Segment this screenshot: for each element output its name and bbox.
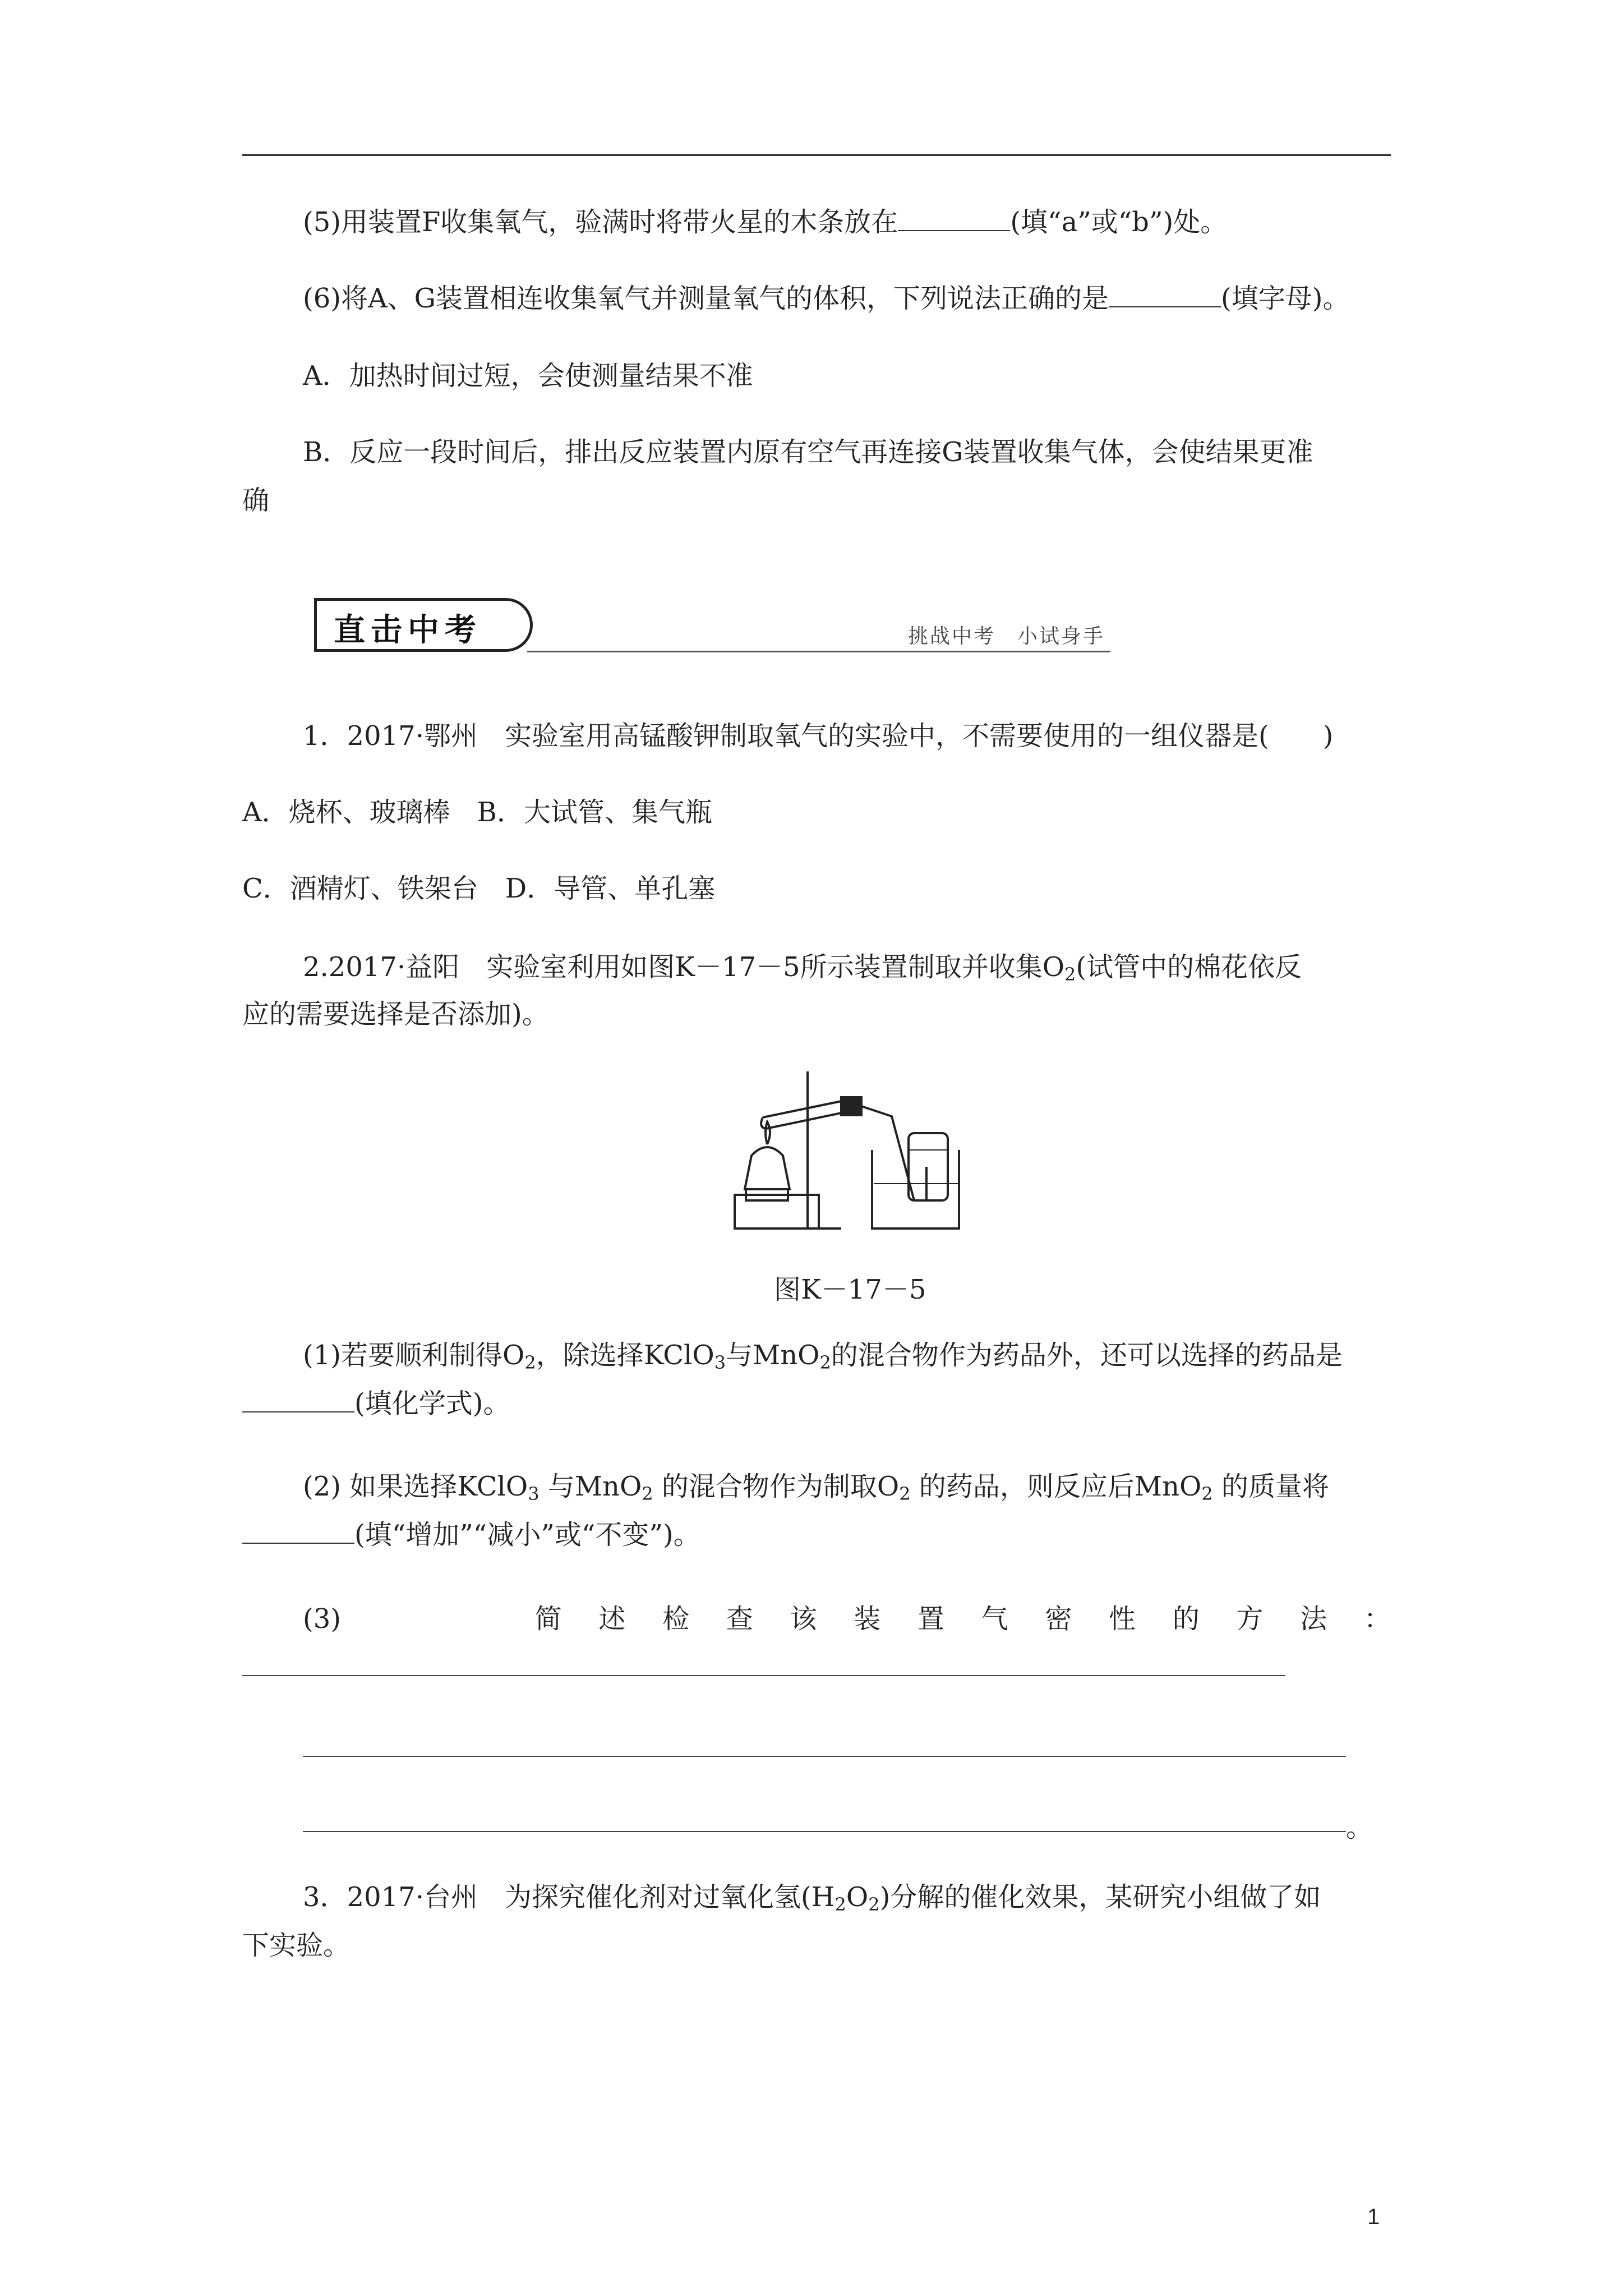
answer-blank[interactable] bbox=[1109, 279, 1221, 307]
flame bbox=[766, 1122, 770, 1144]
q-prev-part5: (5)用装置F收集氧气，验满时将带火星的木条放在 (填“a”或“b”)处。 bbox=[303, 202, 1453, 242]
q2-part2: (2) 如果选择KClO$_3$ 与MnO$_2$ 的混合物作为制取$O_2$ 的药品，则反应后MnO$_2$ 的质量将 bbox=[303, 1471, 1329, 1504]
answer-blank[interactable] bbox=[898, 203, 1010, 231]
option-b: B．反应一段时间后，排出反应装置内原有空气再连接G装置收集气体，会使结果更准 bbox=[303, 436, 1313, 468]
q1-options-ab: A．烧杯、玻璃棒 B．大试管、集气瓶 bbox=[242, 797, 712, 828]
answer-blank[interactable] bbox=[242, 1384, 354, 1412]
answer-blank[interactable] bbox=[242, 1516, 354, 1544]
q2-stem: 2.2017·益阳 实验室利用如图K－17－5所示装置制取并收集$O_2$(试管中的棉花依反 bbox=[303, 951, 1302, 985]
banner-title-box bbox=[314, 598, 533, 652]
end-period: 。 bbox=[1346, 1812, 1373, 1843]
figure-caption: 图K－17－5 bbox=[774, 1274, 926, 1305]
banner-rule bbox=[527, 651, 1110, 652]
q2-part1-cont: (填化学式)。 bbox=[242, 1383, 1392, 1424]
answer-line-1[interactable] bbox=[242, 1675, 1285, 1676]
answer-line-3[interactable] bbox=[303, 1831, 1346, 1832]
option-a: A．加热时间过短，会使测量结果不准 bbox=[303, 360, 753, 392]
banner-title: 直击中考 bbox=[334, 612, 482, 648]
q3-stem-cont: 下实验。 bbox=[242, 1930, 351, 1961]
section-banner bbox=[314, 598, 1122, 654]
stopper bbox=[841, 1097, 861, 1115]
q2-stem-cont: 应的需要选择是否添加)。 bbox=[242, 999, 549, 1030]
q2-part2-cont: (填“增加”“减小”或“不变”)。 bbox=[242, 1515, 1392, 1555]
q1-stem: 1．2017·鄂州 实验室用高锰酸钾制取氧气的实验中，不需要使用的一组仪器是( ) bbox=[303, 720, 1334, 752]
q2-part3: (3) 简 述 检 查 该 装 置 气 密 性 的 方 法 ： bbox=[303, 1603, 1391, 1635]
answer-line-2[interactable] bbox=[303, 1756, 1346, 1757]
option-b-cont: 确 bbox=[242, 485, 270, 516]
collecting-bottle bbox=[909, 1133, 948, 1200]
alcohol-lamp bbox=[745, 1147, 790, 1189]
test-tube bbox=[761, 1101, 847, 1129]
header-rule bbox=[242, 154, 1391, 156]
q3-stem: 3．2017·台州 为探究催化剂对过氧化氢$(H_2O_2)$分解的催化效果，某研究小组做了如 bbox=[303, 1881, 1321, 1915]
water-trough bbox=[872, 1150, 959, 1228]
q-prev-part6: (6)将A、G装置相连收集氧气并测量氧气的体积，下列说法正确的是 (填字母)。 bbox=[303, 278, 1453, 319]
q2-part1: (1)若要顺利制得$O_2$，除选择KClO$_3$与MnO$_2$的混合物作为药品外，还可以选择的药品是 bbox=[303, 1340, 1343, 1373]
banner-subtitle: 挑战中考 小试身手 bbox=[907, 625, 1105, 648]
page-number: 1 bbox=[1367, 2205, 1380, 2229]
lab-apparatus-figure bbox=[729, 1066, 965, 1234]
q1-options-cd: C．酒精灯、铁架台 D．导管、单孔塞 bbox=[242, 873, 716, 904]
